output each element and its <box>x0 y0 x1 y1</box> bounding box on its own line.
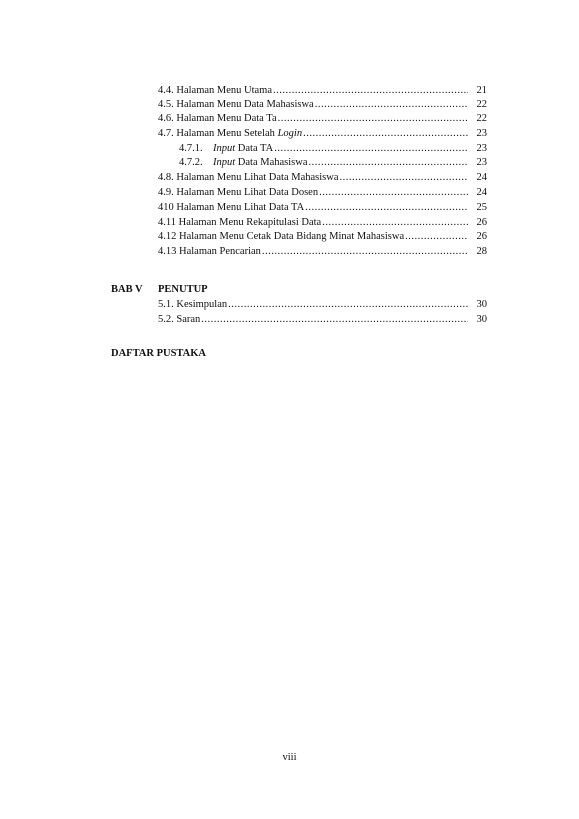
toc-entry-label-italic: Login <box>277 128 303 139</box>
toc-leader-dots <box>340 171 469 185</box>
toc-entry-label: 4.8. Halaman Menu Lihat Data Mahasiswa <box>158 172 339 183</box>
toc-leader-dots <box>273 84 468 98</box>
chapter-number: BAB V <box>111 284 143 295</box>
toc-entry-label-text: Data Mahasiswa <box>235 157 308 168</box>
toc-entry-label-italic: Input <box>213 143 236 154</box>
toc-page-number: 23 <box>476 128 487 139</box>
toc-leader-dots <box>315 98 468 112</box>
toc-entry-label: 4.13 Halaman Pencarian <box>158 246 261 257</box>
toc-entry-label: 4.9. Halaman Menu Lihat Data Dosen <box>158 187 319 198</box>
toc-page-number: 30 <box>476 314 487 325</box>
bibliography-heading: DAFTAR PUSTAKA <box>111 348 206 359</box>
toc-entry-4-11 <box>158 216 487 230</box>
toc-page-number: 21 <box>476 85 487 96</box>
chapter-title: PENUTUP <box>158 284 208 295</box>
toc-entry-4-9 <box>158 186 487 200</box>
toc-entry-label: 5.1. Kesimpulan <box>158 299 228 310</box>
toc-leader-dots <box>228 298 468 312</box>
toc-leader-dots <box>319 186 468 200</box>
toc-leader-dots <box>308 156 468 170</box>
toc-entry-label: 4.12 Halaman Menu Cetak Data Bidang Minat Mahasiswa <box>158 231 405 242</box>
toc-leader-dots <box>303 127 468 141</box>
toc-entry-label: 5.2. Saran <box>158 314 201 325</box>
toc-entry-label: 4.11 Halaman Menu Rekapitulasi Data <box>158 217 322 228</box>
toc-entry-4-4 <box>158 84 487 98</box>
toc-page-number: 22 <box>476 99 487 110</box>
toc-leader-dots <box>322 216 468 230</box>
toc-entry-4-12 <box>158 230 487 244</box>
toc-page-number: 24 <box>476 187 487 198</box>
toc-entry-4-6 <box>158 112 487 126</box>
toc-page-number: 22 <box>476 113 487 124</box>
toc-leader-dots <box>278 112 468 126</box>
toc-leader-dots <box>274 142 468 156</box>
toc-entry-5-1 <box>158 298 487 312</box>
page-number-footer: viii <box>282 752 297 763</box>
toc-leader-dots <box>262 245 468 259</box>
toc-page-number: 23 <box>476 143 487 154</box>
toc-leader-dots <box>201 313 468 327</box>
toc-entry-label <box>179 156 307 170</box>
toc-entry-label <box>179 142 273 156</box>
toc-entry-4-7 <box>158 127 487 141</box>
toc-page-number: 24 <box>476 172 487 183</box>
toc-entry-label-text: Data TA <box>235 143 274 154</box>
toc-entry-4-7-2 <box>179 156 487 170</box>
toc-entry-number: 4.7.1. <box>179 143 203 154</box>
toc-entry-4-10 <box>158 201 487 215</box>
toc-entry-4-7-1 <box>179 142 487 156</box>
toc-entry-label: 4.4. Halaman Menu Utama <box>158 85 273 96</box>
toc-entry-number: 4.7.2. <box>179 157 203 168</box>
toc-entry-label <box>158 127 302 141</box>
toc-entry-label: 4.6. Halaman Menu Data Ta <box>158 113 277 124</box>
toc-leader-dots <box>305 201 468 215</box>
toc-entry-label: 410 Halaman Menu Lihat Data TA <box>158 202 305 213</box>
toc-entry-label-text: 4.7. Halaman Menu Setelah <box>158 128 278 139</box>
toc-entry-4-13 <box>158 245 487 259</box>
toc-entry-label: 4.5. Halaman Menu Data Mahasiswa <box>158 99 314 110</box>
toc-entry-4-5 <box>158 98 487 112</box>
toc-entry-4-8 <box>158 171 487 185</box>
toc-page-number: 26 <box>476 231 487 242</box>
toc-page-number: 28 <box>476 246 487 257</box>
toc-entry-label-italic: Input <box>213 157 236 168</box>
toc-leader-dots <box>405 230 468 244</box>
toc-entry-5-2 <box>158 313 487 327</box>
toc-page-number: 23 <box>476 157 487 168</box>
toc-page-number: 25 <box>476 202 487 213</box>
toc-page-number: 26 <box>476 217 487 228</box>
toc-page-number: 30 <box>476 299 487 310</box>
